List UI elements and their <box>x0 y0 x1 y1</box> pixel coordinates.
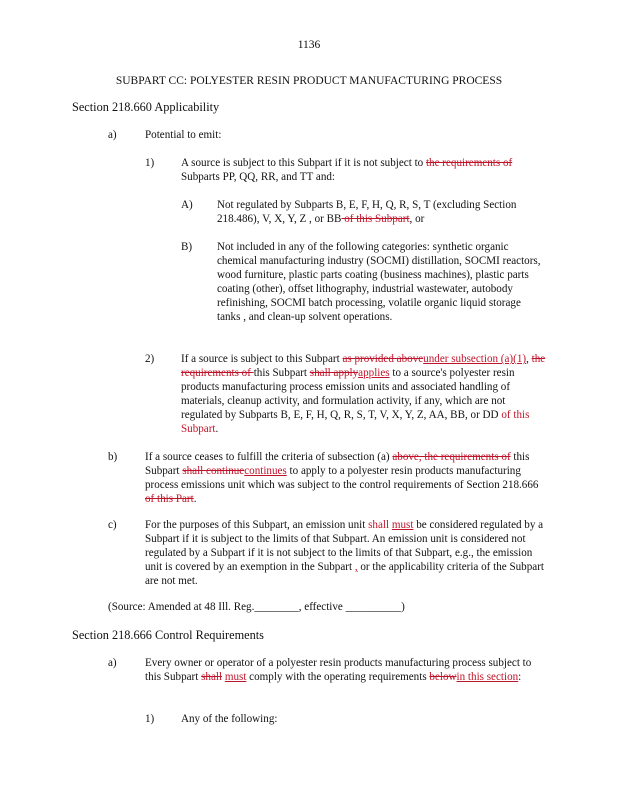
item-666a-text: Every owner or operator of a polyester resin products manufacturing process subject to this Subpart shall must comply with the operating requirements belowin this section: <box>145 657 532 683</box>
item-a1A-text: Not regulated by Subparts B, E, F, H, Q, R, S, T (excluding Section 218.486), V, X, Y, Z , or BB of this Subpart, or <box>217 199 517 225</box>
source-note: (Source: Amended at 48 Ill. Reg.________, effective __________) <box>108 601 405 613</box>
item-label-1: 1) <box>145 157 155 169</box>
item-666a1-text: Any of the following: <box>181 713 278 725</box>
item-label-a: a) <box>108 129 117 141</box>
item-label-a-666: a) <box>108 657 117 669</box>
inserted-text: must <box>391 519 414 531</box>
item-label-B: B) <box>181 241 193 253</box>
deleted-text: the requirements of <box>425 157 513 169</box>
item-label-b: b) <box>108 451 118 463</box>
inserted-text: in this section <box>456 671 519 683</box>
item-label-2: 2) <box>145 353 155 365</box>
inserted-text: of this Subpart <box>181 409 530 435</box>
deleted-text: of this Subpart <box>341 213 410 225</box>
inserted-text: under subsection (a)(1) <box>423 353 527 365</box>
deleted-text: of this Part <box>145 493 194 505</box>
section-heading-660: Section 218.660 Applicability <box>72 100 220 114</box>
item-a1B-text: Not included in any of the following categories: synthetic organic chemical manufacturing industry (SOCMI) distillation, SOCMI reactors, wood furniture, plastic parts coating (business machines), plastic parts coating (other), offset lithography, industrial wastewater, autobody refinishing, SOCMI batch processing, volatile organic liquid storage tanks , and clean-up solvent operations. <box>217 241 541 323</box>
page-number: 1136 <box>297 39 321 51</box>
inserted-text: , <box>354 561 358 573</box>
deleted-text: below <box>429 671 457 683</box>
deleted-text: shall apply <box>309 367 359 379</box>
deleted-text: shall continue <box>182 465 245 477</box>
inserted-text: shall <box>368 519 390 531</box>
item-a-text: Potential to emit: <box>145 129 222 141</box>
item-a1-text: A source is subject to this Subpart if it is not subject to the requirements of Subparts PP, QQ, RR, and TT and: <box>181 157 513 183</box>
item-a2-text: If a source is subject to this Subpart as provided aboveunder subsection (a)(1), the requirements of this Subpart shall applyapplies to a source's polyester resin products manufacturing process emission units and associated handling of materials, cleanup activity, and formulation activity, if any, which are not regulated by Subparts B, E, F, H, Q, R, S, T, V, X, Y, Z, AA, BB, or DD of this Subpart. <box>181 353 546 435</box>
inserted-text: must <box>224 671 247 683</box>
item-b-text: If a source ceases to fulfill the criteria of subsection (a) above, the requirements of this Subpart shall continuecontinues to apply to a polyester resin products manufacturing process emissions unit which was subject to the control requirements of Section 218.666 of this Part. <box>145 451 539 505</box>
item-c-text: For the purposes of this Subpart, an emission unit shall must be considered regulated by a Subpart if it is subject to the limits of that Subpart. An emission unit is considered not regulated by a Subpart if it is not subject to the limits of that Subpart, e.g., the emission unit is covered by an exemption in the Subpart , or the applicability criteria of the Subpart are not met. <box>145 519 544 587</box>
section-heading-666: Section 218.666 Control Requirements <box>72 628 264 642</box>
item-label-c: c) <box>108 519 117 531</box>
item-label-1-666: 1) <box>145 713 155 725</box>
subpart-title: SUBPART CC: POLYESTER RESIN PRODUCT MANUFACTURING PROCESS <box>115 75 503 87</box>
deleted-text: above, the requirements of <box>392 451 511 463</box>
deleted-text: the requirements of <box>181 353 546 379</box>
item-label-A: A) <box>181 199 193 211</box>
deleted-text: shall <box>201 671 223 683</box>
inserted-text: continues <box>244 465 287 477</box>
deleted-text: as provided above <box>342 353 424 365</box>
inserted-text: applies <box>358 367 390 379</box>
